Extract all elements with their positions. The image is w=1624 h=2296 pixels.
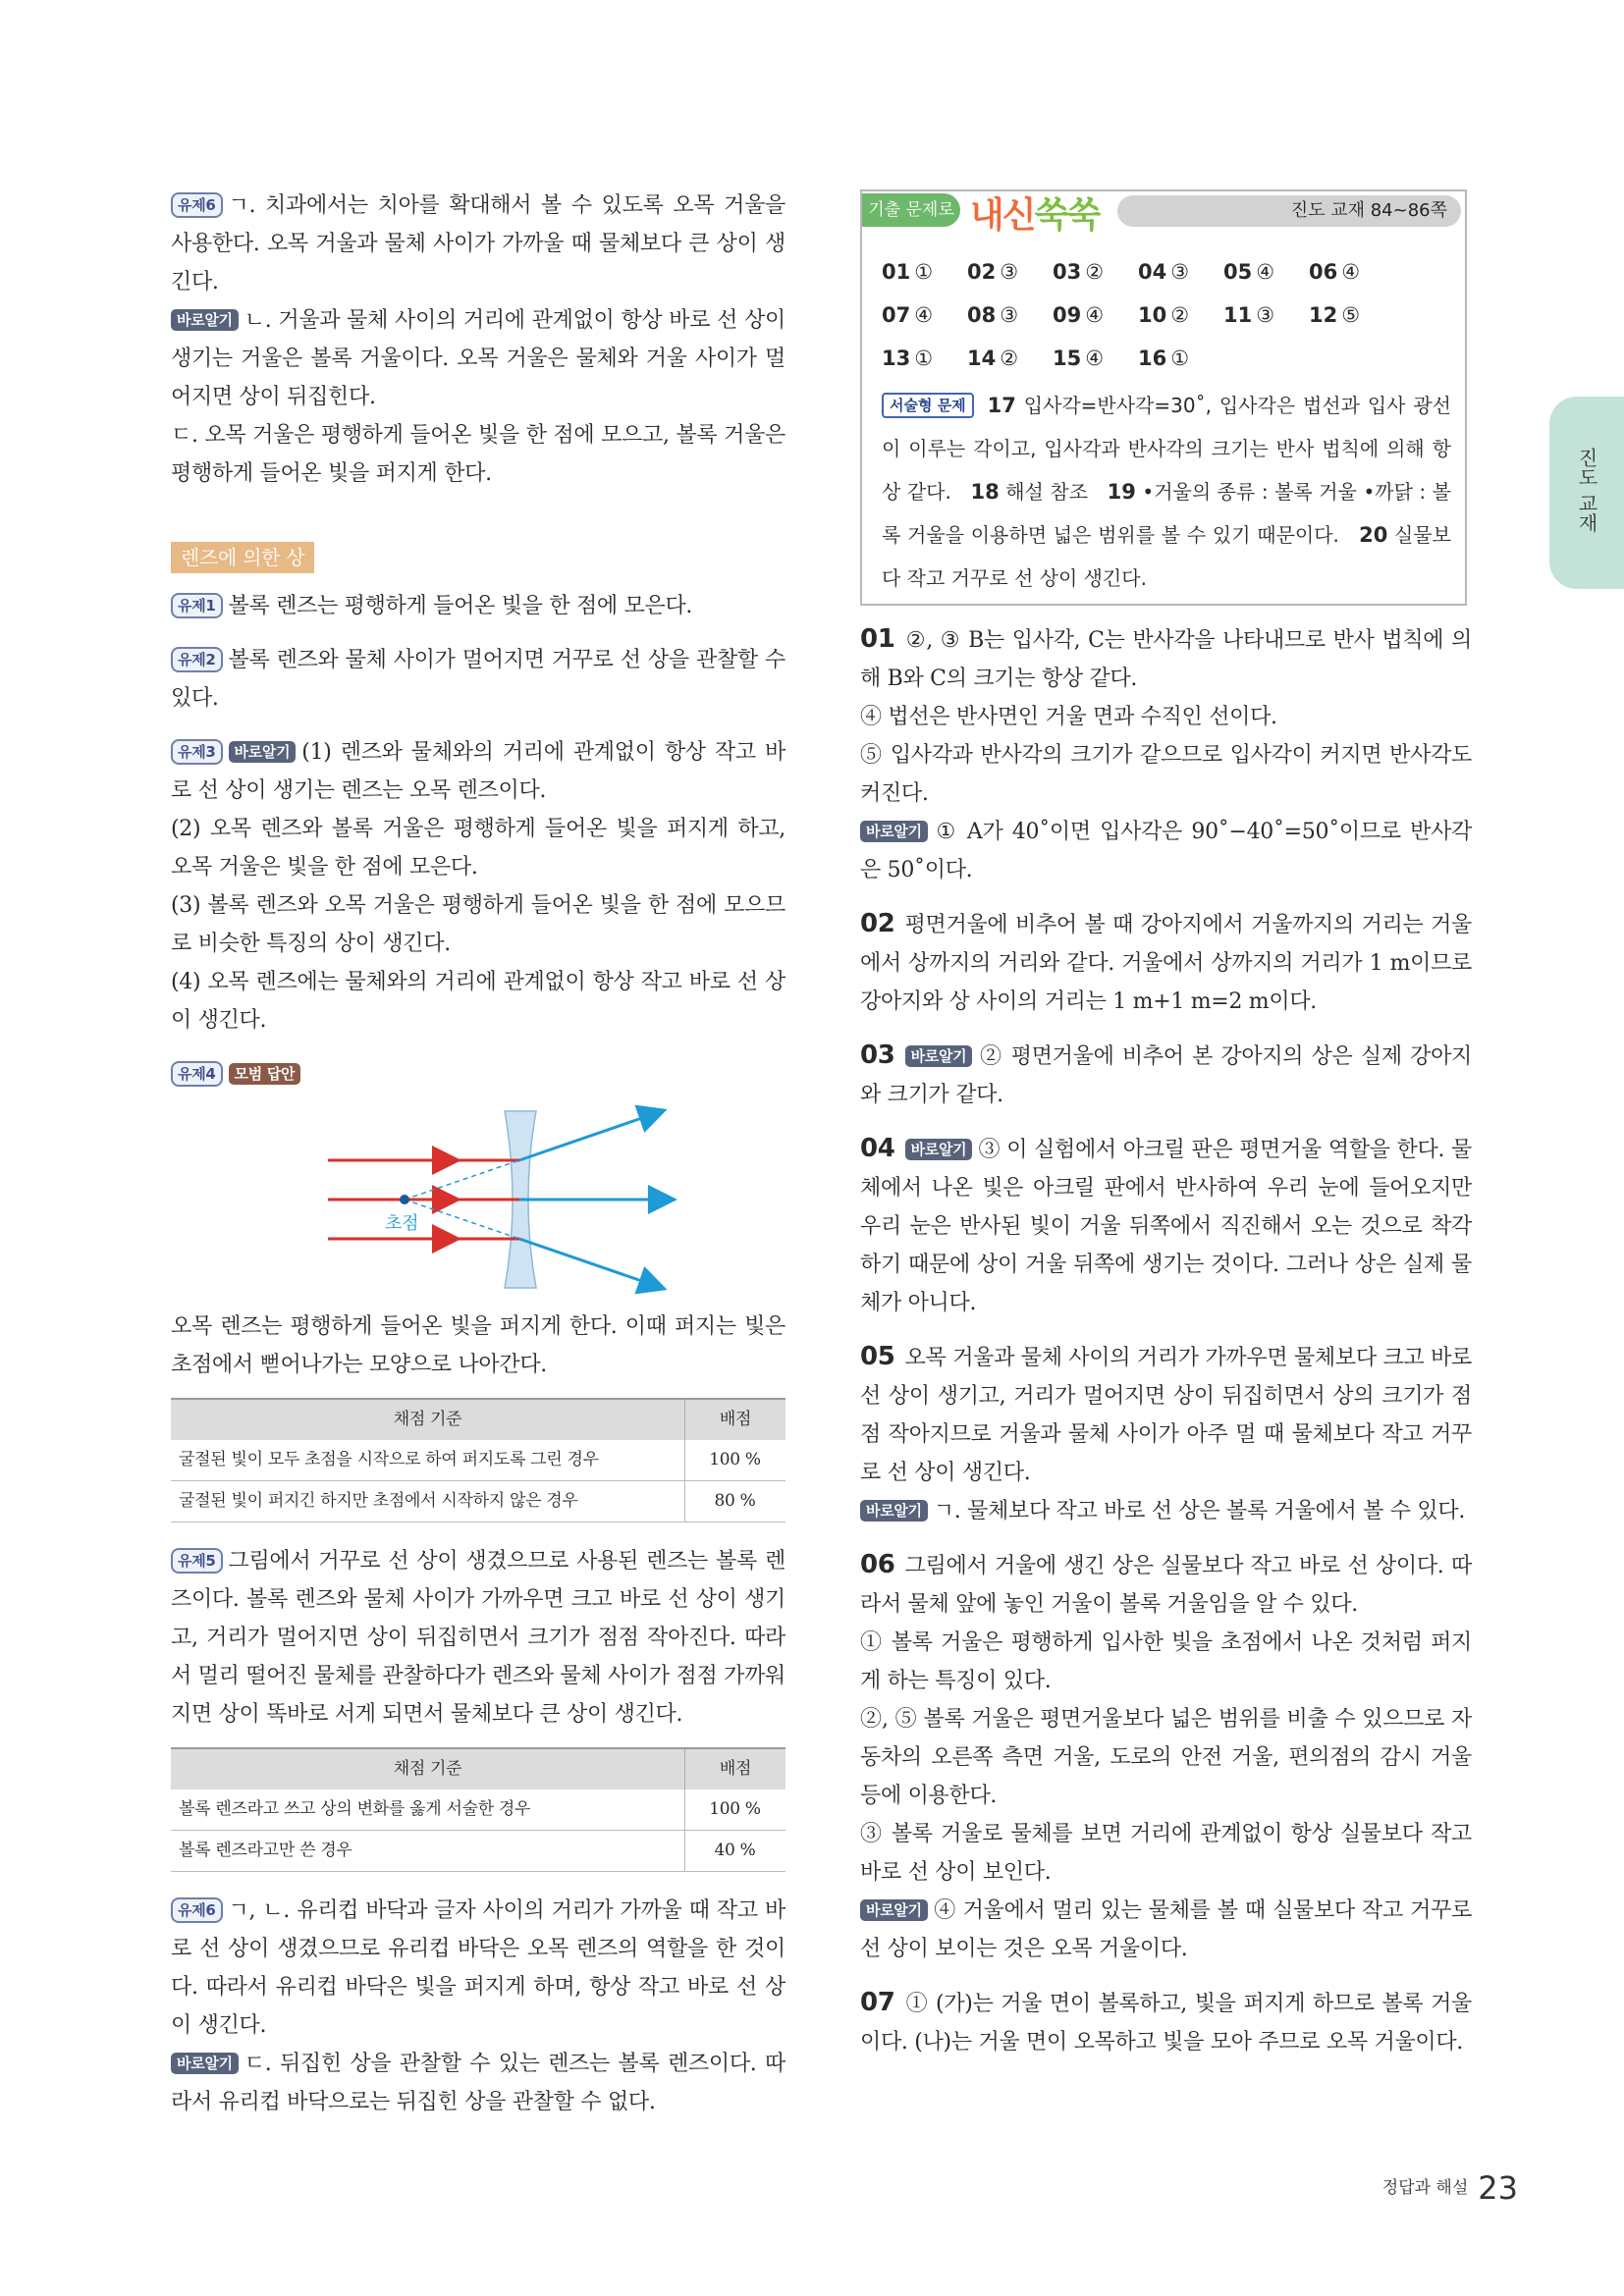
- brand-title-a: 내신: [970, 195, 1035, 236]
- item-text: ① (가)는 거울 면이 볼록하고, 빛을 퍼지게 하므로 볼록 거울이다. (나)는 거울 면이 오목하고 빛을 모아 주므로 오목 거울이다.: [860, 1992, 1472, 2055]
- table-cell: 굴절된 빛이 모두 초점을 시작으로 하여 퍼지도록 그린 경우: [171, 1440, 685, 1481]
- answer-choice: ③: [1000, 303, 1019, 327]
- answer-entry: [882, 250, 967, 294]
- answer-choice: ④: [914, 303, 934, 327]
- table-row: [171, 1440, 785, 1481]
- answer-choice: ②: [1085, 260, 1105, 284]
- table-header: 배점: [685, 1748, 786, 1789]
- correction-badge: 바로알기: [229, 741, 297, 763]
- answer-list: [882, 250, 1461, 380]
- item-number: 03: [860, 1041, 895, 1070]
- paragraph-text: ㄱ. 치과에서는 치아를 확대해서 볼 수 있도록 오목 거울을 사용한다. 오목 거울과 물체 사이가 가까울 때 물체보다 큰 상이 생긴다.: [171, 193, 785, 294]
- item-text: 오목 거울과 물체 사이의 거리가 가까우면 물체보다 크고 바로 선 상이 생기고, 거리가 멀어지면 상이 뒤집히면서 상의 크기가 점점 작아지므로 거울과 물체 사이가 아주 멀 때 물체보다 작고 거꾸로 선 상이 생긴다.: [860, 1346, 1472, 1485]
- correction-badge: 바로알기: [860, 1500, 928, 1522]
- paragraph: 오목 렌즈는 평행하게 들어온 빛을 퍼지게 한다. 이때 퍼지는 빛은 초점에서 뻗어나가는 모양으로 나아간다.: [171, 1314, 785, 1377]
- page-reference: 진도 교재 84~86쪽: [1117, 195, 1461, 227]
- answer-choice: ⑤: [1341, 303, 1361, 327]
- answer-entry: [1309, 250, 1394, 294]
- item-text: ② 평면거울에 비추어 본 강아지의 상은 실제 강아지와 크기가 같다.: [860, 1044, 1472, 1107]
- brand-title: [970, 187, 1099, 238]
- answer-choice: ④: [1341, 260, 1361, 284]
- example-badge: 유제5: [171, 1548, 223, 1574]
- item-number: 07: [860, 1988, 895, 2017]
- answer-entry: [967, 294, 1053, 337]
- example-badge: 유제2: [171, 647, 223, 672]
- answer-entry: [1053, 337, 1138, 380]
- item-text: ②, ⑤ 볼록 거울은 평면거울보다 넓은 범위를 비출 수 있으므로 자동차의 오른쪽 측면 거울, 도로의 안전 거울, 편의점의 감시 거울 등에 이용한다.: [860, 1707, 1472, 1808]
- answer-number: 15: [1053, 347, 1082, 370]
- answer-number: 02: [967, 260, 997, 284]
- paragraph: [171, 301, 785, 416]
- answer-number: 04: [1138, 260, 1167, 284]
- paragraph: [171, 187, 785, 301]
- answer-number: 01: [882, 260, 911, 284]
- side-tab[interactable]: [1549, 397, 1624, 589]
- paragraph-text: ㄷ. 뒤집힌 상을 관찰할 수 있는 렌즈는 볼록 렌즈이다. 따라서 유리컵 바닥으로는 뒤집힌 상을 관찰할 수 없다.: [171, 2052, 785, 2114]
- question-number: 17: [987, 394, 1016, 417]
- item-number: 04: [860, 1134, 895, 1163]
- grading-table: [171, 1398, 785, 1522]
- summary-header: [862, 191, 1465, 235]
- page-footer: [1382, 2169, 1518, 2207]
- table-header: 채점 기준: [171, 1399, 685, 1440]
- focus-label: 초점: [385, 1213, 419, 1234]
- item-number: 01: [860, 624, 895, 654]
- example-badge: 유제1: [171, 593, 223, 618]
- answer-entry: [1138, 294, 1223, 337]
- table-row: [171, 1481, 785, 1522]
- answer-number: 09: [1053, 303, 1082, 327]
- paragraph: [171, 733, 785, 810]
- answer-number: 13: [882, 347, 911, 370]
- answer-summary-box: [860, 189, 1467, 606]
- answer-choice: ①: [914, 260, 934, 284]
- answer-entry: [1223, 294, 1309, 337]
- example-badge: 유제4: [171, 1061, 223, 1087]
- paragraph-text: ㄴ. 거울과 물체 사이의 거리에 관계없이 항상 바로 선 상이 생기는 거울은 볼록 거울이다. 오목 거울은 물체와 거울 사이가 멀어지면 상이 뒤집힌다.: [171, 308, 785, 409]
- answer-choice: ③: [1170, 260, 1190, 284]
- paragraph: (3) 볼록 렌즈와 오목 거울은 평행하게 들어온 빛을 한 점에 모으므로 비슷한 특징의 상이 생긴다.: [171, 893, 785, 956]
- paragraph: [171, 587, 785, 625]
- answer-number: 07: [882, 303, 911, 327]
- paragraph: [171, 641, 785, 718]
- answer-entry: [1223, 250, 1309, 294]
- item-number: 02: [860, 909, 895, 938]
- refracted-ray-top: [519, 1111, 662, 1160]
- virtual-ray-top: [405, 1160, 519, 1200]
- footer-title: 정답과 해설: [1381, 2178, 1469, 2198]
- table-row: [171, 1789, 785, 1831]
- item-number: 06: [860, 1550, 895, 1579]
- refracted-ray-bottom: [519, 1239, 662, 1288]
- virtual-ray-bottom: [405, 1200, 519, 1239]
- paragraph: [171, 1055, 785, 1094]
- example-badge: 유제6: [171, 192, 223, 218]
- question-number: 20: [1359, 523, 1388, 547]
- left-column: [171, 187, 785, 2121]
- answer-number: 14: [967, 347, 997, 370]
- answer-choice: ④: [1256, 260, 1275, 284]
- paragraph-text: ㄱ, ㄴ. 유리컵 바닥과 글자 사이의 거리가 가까울 때 작고 바로 선 상이 생겼으므로 유리컵 바닥은 오목 렌즈의 역할을 한 것이다. 따라서 유리컵 바닥은 빛을 퍼지게 하며, 항상 작고 바로 선 상이 생긴다.: [171, 1898, 785, 2038]
- paragraph: [171, 2045, 785, 2121]
- descriptive-answers: [882, 384, 1451, 600]
- answer-item: [860, 1984, 1472, 2061]
- item-text: ① 볼록 거울은 평행하게 입사한 빛을 초점에서 나온 것처럼 퍼지게 하는 특징이 있다.: [860, 1630, 1472, 1693]
- item-text: ⑤ 입사각과 반사각의 크기가 같으므로 입사각이 커지면 반사각도 커진다.: [860, 743, 1472, 806]
- question-number: 19: [1107, 480, 1136, 504]
- answer-number: 16: [1138, 347, 1167, 370]
- paragraph: ㄷ. 오목 거울은 평행하게 들어온 빛을 한 점에 모으고, 볼록 거울은 평행하게 들어온 빛을 퍼지게 한다.: [171, 423, 785, 486]
- answer-item: [860, 1338, 1472, 1530]
- answer-entry: [1138, 337, 1223, 380]
- answer-choice: ③: [1000, 260, 1019, 284]
- answer-item: [860, 1130, 1472, 1322]
- section-heading: 렌즈에 의한 상: [171, 542, 314, 573]
- paragraph-text: (1) 렌즈와 물체와의 거리에 관계없이 항상 작고 바로 선 상이 생기는 렌즈는 오목 렌즈이다.: [171, 740, 785, 803]
- table-cell: 40 %: [685, 1831, 786, 1872]
- model-answer-badge: 모범 답안: [229, 1063, 301, 1085]
- answer-text: •거울의 종류 : 볼록 거울 •까닭 : 볼록 거울을 이용하면 넓은 범위를 볼 수 있기 때문이다.: [882, 480, 1451, 547]
- correction-badge: 바로알기: [171, 309, 239, 331]
- paragraph: [171, 1542, 785, 1734]
- answer-number: 12: [1309, 303, 1338, 327]
- table-cell: 80 %: [685, 1481, 786, 1522]
- example-badge: 유제6: [171, 1897, 223, 1923]
- paragraph-text: 볼록 렌즈와 물체 사이가 멀어지면 거꾸로 선 상을 관찰할 수 있다.: [171, 648, 785, 711]
- table-row: [171, 1831, 785, 1872]
- answer-number: 08: [967, 303, 997, 327]
- paragraph: (4) 오목 렌즈에는 물체와의 거리에 관계없이 항상 작고 바로 선 상이 생긴다.: [171, 970, 785, 1033]
- question-number: 18: [970, 480, 1000, 504]
- answer-choice: ④: [1085, 347, 1105, 370]
- answer-entry: [882, 294, 967, 337]
- answer-choice: ④: [1085, 303, 1105, 327]
- summary-tag: 기출 문제로: [862, 193, 960, 227]
- answer-text: 실물보다 작고 거꾸로 선 상이 생긴다.: [882, 523, 1452, 590]
- answer-entry: [1053, 294, 1138, 337]
- item-text: ③ 볼록 거울로 물체를 보면 거리에 관계없이 항상 실물보다 작고 바로 선 상이 보인다.: [860, 1822, 1472, 1885]
- table-cell: 굴절된 빛이 퍼지긴 하지만 초점에서 시작하지 않은 경우: [171, 1481, 685, 1522]
- table-cell: 100 %: [685, 1789, 786, 1831]
- answer-choice: ②: [1170, 303, 1190, 327]
- answer-entry: [1138, 250, 1223, 294]
- answer-entry: [967, 250, 1053, 294]
- answer-item: [860, 620, 1472, 889]
- answer-entry: [967, 337, 1053, 380]
- table-header: 배점: [685, 1399, 786, 1440]
- answer-number: 03: [1053, 260, 1082, 284]
- answer-entry: [1053, 250, 1138, 294]
- answer-number: 11: [1223, 303, 1253, 327]
- page-number: 23: [1478, 2169, 1518, 2207]
- concave-lens-diagram: [328, 1101, 681, 1298]
- answer-choice: ①: [1170, 347, 1190, 370]
- answer-item: [860, 905, 1472, 1021]
- item-text: ① A가 40˚이면 입사각은 90˚−40˚=50˚이므로 반사각은 50˚이다.: [860, 820, 1472, 882]
- answer-choice: ①: [914, 347, 934, 370]
- table-cell: 볼록 렌즈라고 쓰고 상의 변화를 옳게 서술한 경우: [171, 1789, 685, 1831]
- answer-choice: ③: [1256, 303, 1275, 327]
- example-badge: 유제3: [171, 739, 223, 765]
- table-header: 채점 기준: [171, 1748, 685, 1789]
- paragraph: (2) 오목 렌즈와 볼록 거울은 평행하게 들어온 빛을 퍼지게 하고, 오목 거울은 빛을 한 점에 모은다.: [171, 817, 785, 880]
- paragraph: [171, 1892, 785, 2045]
- answer-text: 해설 참조: [1005, 480, 1089, 504]
- item-text: 평면거울에 비추어 볼 때 강아지에서 거울까지의 거리는 거울에서 상까지의 거리와 같다. 거울에서 상까지의 거리가 1 m이므로 강아지와 상 사이의 거리는 1 m+1 m=2 m이다.: [860, 913, 1472, 1014]
- item-text: ②, ③ B는 입사각, C는 반사각을 나타내므로 반사 법칙에 의해 B와 C의 크기는 항상 같다.: [860, 628, 1472, 691]
- item-text: ㄱ. 물체보다 작고 바로 선 상은 볼록 거울에서 볼 수 있다.: [933, 1499, 1466, 1523]
- item-number: 05: [860, 1342, 895, 1371]
- brand-title-b: 쑥쑥: [1034, 195, 1100, 236]
- descriptive-badge: 서술형 문제: [882, 393, 974, 418]
- answer-choice: ②: [1000, 347, 1019, 370]
- answer-entry: [882, 337, 967, 380]
- answer-number: 05: [1223, 260, 1253, 284]
- table-cell: 100 %: [685, 1440, 786, 1481]
- item-text: ④ 거울에서 멀리 있는 물체를 볼 때 실물보다 작고 거꾸로 선 상이 보이는 것은 오목 거울이다.: [860, 1898, 1472, 1961]
- side-tab-label: 진도 교재: [1575, 448, 1598, 533]
- correction-badge: 바로알기: [860, 821, 928, 842]
- answer-entry: [1309, 294, 1394, 337]
- paragraph-text: 볼록 렌즈는 평행하게 들어온 빛을 한 점에 모은다.: [228, 594, 693, 618]
- answer-item: [860, 1546, 1472, 1968]
- item-text: ③ 이 실험에서 아크릴 판은 평면거울 역할을 한다. 물체에서 나온 빛은 아크릴 판에서 반사하여 우리 눈에 들어오지만 우리 눈은 반사된 빛이 거울 뒤쪽에서 직진해서 오는 것으로 착각하기 때문에 상이 거울 뒤쪽에 생기는 것이다. 그러나 상은 실제 물체가 아니다.: [860, 1138, 1472, 1315]
- grading-table: [171, 1747, 785, 1872]
- table-cell: 볼록 렌즈라고만 쓴 경우: [171, 1831, 685, 1872]
- correction-badge: 바로알기: [905, 1139, 973, 1160]
- answer-item: [860, 1037, 1472, 1114]
- correction-badge: 바로알기: [905, 1045, 973, 1067]
- correction-badge: 바로알기: [860, 1899, 928, 1921]
- answer-number: 06: [1309, 260, 1338, 284]
- correction-badge: 바로알기: [171, 2053, 239, 2074]
- right-column: [860, 620, 1472, 2077]
- answer-text: 입사각=반사각=30˚, 입사각은 법선과 입사 광선이 이루는 각이고, 입사각과 반사각의 크기는 반사 법칙에 의해 항상 같다.: [882, 394, 1451, 504]
- focus-point: [400, 1195, 409, 1204]
- item-text: ④ 법선은 반사면인 거울 면과 수직인 선이다.: [860, 705, 1277, 729]
- answer-number: 10: [1138, 303, 1167, 327]
- paragraph-text: 그림에서 거꾸로 선 상이 생겼으므로 사용된 렌즈는 볼록 렌즈이다. 볼록 렌즈와 물체 사이가 가까우면 크고 바로 선 상이 생기고, 거리가 멀어지면 상이 뒤집히면서 크기가 점점 작아진다. 따라서 멀리 떨어진 물체를 관찰하다가 렌즈와 물체 사이가 점점 가까워지면 상이 똑바로 서게 되면서 물체보다 큰 상이 생긴다.: [171, 1549, 785, 1727]
- item-text: 그림에서 거울에 생긴 상은 실물보다 작고 바로 선 상이다. 따라서 물체 앞에 놓인 거울이 볼록 거울임을 알 수 있다.: [860, 1554, 1472, 1617]
